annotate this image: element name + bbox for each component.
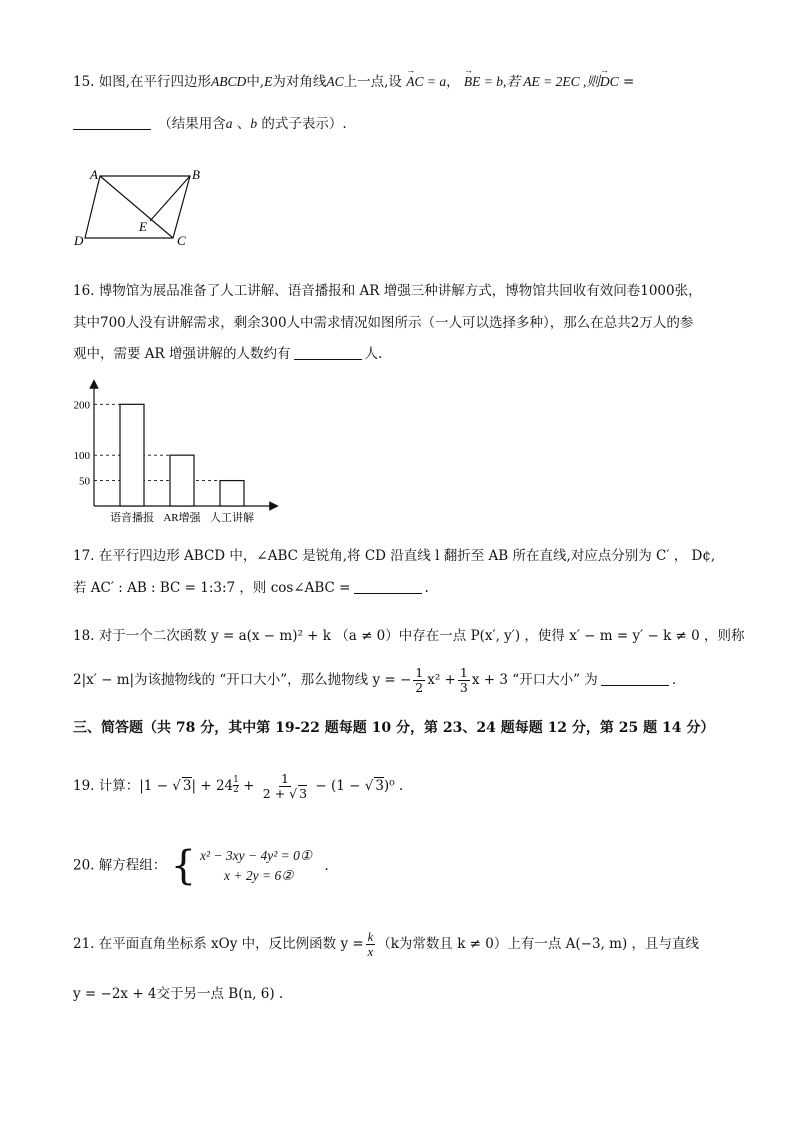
- q16-line3-text: 观中，需要 AR 增强讲解的人数约有: [73, 346, 291, 362]
- q18-mid: x² +: [427, 672, 456, 688]
- q19-text: 19. 计算：|1 −: [73, 778, 173, 794]
- bar-0: [120, 404, 144, 506]
- q17-line1: 17. 在平行四边形 ABCD 中，∠ABC 是锐角,将 CD 沿直线 l 翻折至 AB 所在直线,对应点分别为 C′ ， D¢,: [73, 548, 716, 564]
- q17-answer-blank[interactable]: [354, 579, 422, 594]
- x-category-label-0: 语音播报: [110, 512, 154, 524]
- q15-a-symbol: a: [225, 116, 233, 131]
- parallelogram-figure: [70, 163, 210, 253]
- fraction-one-third: [458, 666, 470, 695]
- q21-text: 21. 在平面直角坐标系 xOy 中，反比例函数 y =: [73, 936, 364, 952]
- q15-eq-b: = b: [480, 74, 504, 89]
- q17-line2-text: 若 AC′ : AB : BC = 1:3:7 ，则 cos∠ABC =: [73, 580, 351, 596]
- q15-text-4: 上一点,设: [343, 74, 402, 90]
- frac-den: 2 + √ 3: [262, 786, 308, 801]
- q19-plus: +: [238, 778, 259, 794]
- frac-num: k: [367, 930, 374, 944]
- q15-e: E: [264, 74, 273, 89]
- fraction-k-over-x: [366, 930, 376, 959]
- vector-ac: → AC: [406, 72, 423, 92]
- q15-eq-a: = a: [423, 74, 447, 89]
- q21-post: （k为常数且 k ≠ 0）上有一点 A(−3, m) ，且与直线: [377, 936, 700, 952]
- exp-num: 1: [233, 775, 239, 785]
- y-tick-label-2: 50: [79, 475, 90, 488]
- sqrt-3-b: 3: [375, 778, 384, 794]
- q15-abcd: ABCD: [211, 74, 247, 89]
- q15-b-symbol: b: [250, 116, 258, 131]
- q19-mid: | + 24: [191, 778, 234, 794]
- q16-line3: [73, 344, 382, 364]
- q15-hint: （结果用含: [158, 116, 226, 132]
- vector-dc: → DC: [600, 72, 619, 92]
- vertex-label-b: B: [192, 167, 200, 182]
- q15-text-2: 中,: [246, 74, 265, 90]
- q18-text: 2|x′ − m|为该抛物线的 “开口大小”，那么抛物线 y = −: [73, 672, 412, 688]
- sqrt-3: 3: [182, 778, 192, 794]
- q18-post: x + 3 “开口大小” 为: [471, 672, 598, 688]
- frac-den-pre: 2 +: [262, 786, 290, 801]
- q17-line2: [73, 578, 429, 598]
- q18-end: .: [671, 672, 677, 688]
- q17-line2-end: .: [424, 580, 429, 596]
- frac-num: 1: [280, 771, 289, 786]
- frac-den: 2: [415, 680, 424, 695]
- frac-num: 1: [459, 665, 468, 680]
- bar-chart: [64, 378, 284, 528]
- q15-line2: [73, 114, 347, 134]
- point-label-e: E: [139, 219, 147, 234]
- q16-answer-blank[interactable]: [294, 345, 362, 360]
- y-tick-label-0: 200: [73, 399, 90, 412]
- q15-text: 15. 如图,在平行四边形: [73, 74, 212, 90]
- q15-line1: 15. 如图,在平行四边形ABCD中,E为对角线AC上一点,设 → AC = a， → BE = b,若 AE = 2EC ,则→ DC =: [73, 72, 634, 92]
- q18-line1: 18. 对于一个二次函数 y = a(x − m)² + k （a ≠ 0）中存在一点 P(x′, y′) ，使得 x′ − m = y′ − k ≠ 0 ，则称: [73, 628, 745, 644]
- q19-line: 19. 计算：|1 − √ 3| + 24 $^{\frac{1}{2}}$ + $\frac{1}{2 + √ 3}$ − (1 − √ 3)⁰ .: [73, 771, 404, 801]
- q15-answer-blank[interactable]: [73, 115, 151, 130]
- q18-answer-blank[interactable]: [601, 671, 669, 686]
- q16-line2: 其中700人没有讲解需求，剩余300人中需求情况如图所示（一人可以选择多种），那么在总共2万人的参: [73, 315, 694, 331]
- y-tick-label-1: 100: [73, 450, 90, 463]
- q19-post: − (1 −: [311, 778, 365, 794]
- equation-2: x + 2y = 6②: [224, 868, 294, 883]
- frac-den: x: [367, 945, 374, 959]
- equation-1: x² − 3xy − 4y² = 0①: [200, 848, 313, 863]
- q15-comma: 、: [232, 116, 251, 132]
- equations: [200, 846, 312, 886]
- q21-line2: y = −2x + 4交于另一点 B(n, 6) .: [73, 986, 284, 1002]
- q21-line1: [73, 930, 699, 959]
- vertex-label-a: A: [90, 167, 98, 182]
- q15-ac: AC: [326, 74, 344, 89]
- q15-text-3: 为对角线: [272, 74, 327, 90]
- frac-den: 3: [459, 680, 468, 695]
- x-category-label-2: 人工讲解: [210, 512, 254, 524]
- fraction-reciprocal: [261, 772, 309, 801]
- vertex-label-d: D: [74, 233, 84, 248]
- vertex-label-c: C: [177, 233, 186, 248]
- q15-condition: ,若 AE = 2EC ,则: [503, 74, 600, 89]
- sqrt-3-den: 3: [299, 786, 308, 801]
- q19-end: )⁰ .: [383, 778, 404, 794]
- equation-system: [170, 843, 313, 889]
- q20-end: .: [324, 857, 329, 874]
- bar-2: [220, 481, 244, 506]
- vector-be: → BE: [464, 72, 481, 92]
- fraction-one-half: [413, 666, 425, 695]
- q16-line3-end: 人.: [364, 346, 383, 362]
- exp-den: 2: [233, 785, 239, 795]
- x-category-label-1: AR增强: [163, 512, 201, 524]
- bar-1: [170, 455, 194, 506]
- parallelogram-abcd: [85, 176, 190, 238]
- q15-hint-end: 的式子表示）.: [257, 116, 347, 132]
- q20-text: 20. 解方程组：: [73, 857, 167, 874]
- q15-eq-end: =: [618, 74, 635, 90]
- section-heading: 三、简答题（共 78 分，其中第 19-22 题每题 10 分，第 23、24 题每题 12 分，第 25 题 14 分）: [73, 720, 715, 736]
- q20-line: [73, 843, 329, 889]
- q16-line1: 16. 博物馆为展品准备了人工讲解、语音播报和 AR 增强三种讲解方式，博物馆共回收有效问卷1000张，: [73, 283, 702, 299]
- brace-icon: {: [170, 843, 197, 889]
- q18-line2: [73, 666, 676, 695]
- frac-num: 1: [415, 665, 424, 680]
